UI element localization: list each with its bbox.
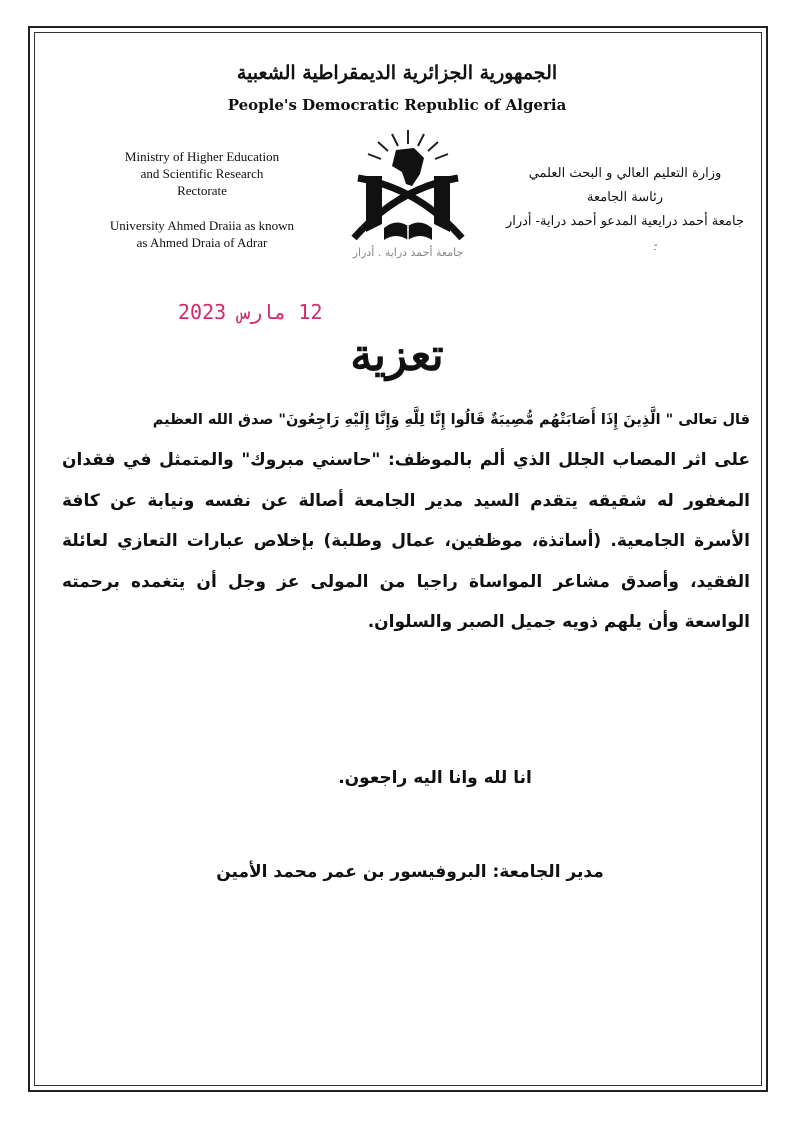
- condolence-body: [62, 408, 750, 643]
- scan-mark: ‐̣: [654, 240, 658, 251]
- header-english-title: People's Democratic Republic of Algeria: [227, 96, 567, 114]
- closing-phrase: انا لله وانا اليه راجعون.: [338, 768, 532, 788]
- director-signature: مدير الجامعة: البروفيسور بن عمر محمد الأمين: [216, 862, 604, 882]
- rectorate-arabic-line: رئاسة الجامعة: [587, 190, 663, 205]
- ministry-line: and Scientific Research: [140, 166, 264, 181]
- university-line: as Ahmed Draia of Adrar: [136, 235, 268, 250]
- university-line: University Ahmed Draiia as known: [109, 218, 295, 233]
- logo-caption: جامعة أحمد دراية . أدرار: [352, 246, 464, 259]
- ministry-line: Ministry of Higher Education: [124, 149, 280, 164]
- condolence-paragraph: على اثر المصاب الجلل الذي ألم بالموظف: "حاسني مبروك" والمتمثل في فقدان المغفور له شقيقه يتقدم السيد مدير الجامعة أصالة عن نفسه ونيابة عن كافة الأسرة الجامعية. (أساتذة، موظفين، عمال وطلبة) بإخلاص عبارات التعازي لعائلة الفقيد، وأصدق مشاعر المواساة راجيا من المولى عز وجل أن يتغمده برحمته الواسعة وأن يلهم ذويه جميل الصبر والسلوان.: [62, 450, 750, 632]
- header-arabic-title: الجمهورية الجزائرية الديمقراطية الشعبية: [236, 62, 558, 84]
- rectorate-line: Rectorate: [177, 183, 227, 198]
- ministry-arabic-line: وزارة التعليم العالي و البحث العلمي: [528, 166, 722, 181]
- university-arabic-line: جامعة أحمد درايعية المدعو أحمد دراية- أدرار: [505, 214, 745, 229]
- ministry-arabic-block: [505, 162, 745, 234]
- quran-verse: قال تعالى " الَّذِينَ إِذَا أَصَابَتْهُم مُّصِيبَةٌ قَالُوا إِنَّا لِلَّهِ وَإِنَّا إِلَيْهِ رَاجِعُونَ" صدق الله العظيم: [152, 412, 750, 428]
- date-stamp: 12 مارس 2023: [178, 300, 323, 324]
- ministry-english-block: [92, 148, 312, 251]
- document-title: تعزية: [350, 330, 444, 381]
- africa-icon: [392, 148, 424, 186]
- university-logo: [348, 128, 468, 260]
